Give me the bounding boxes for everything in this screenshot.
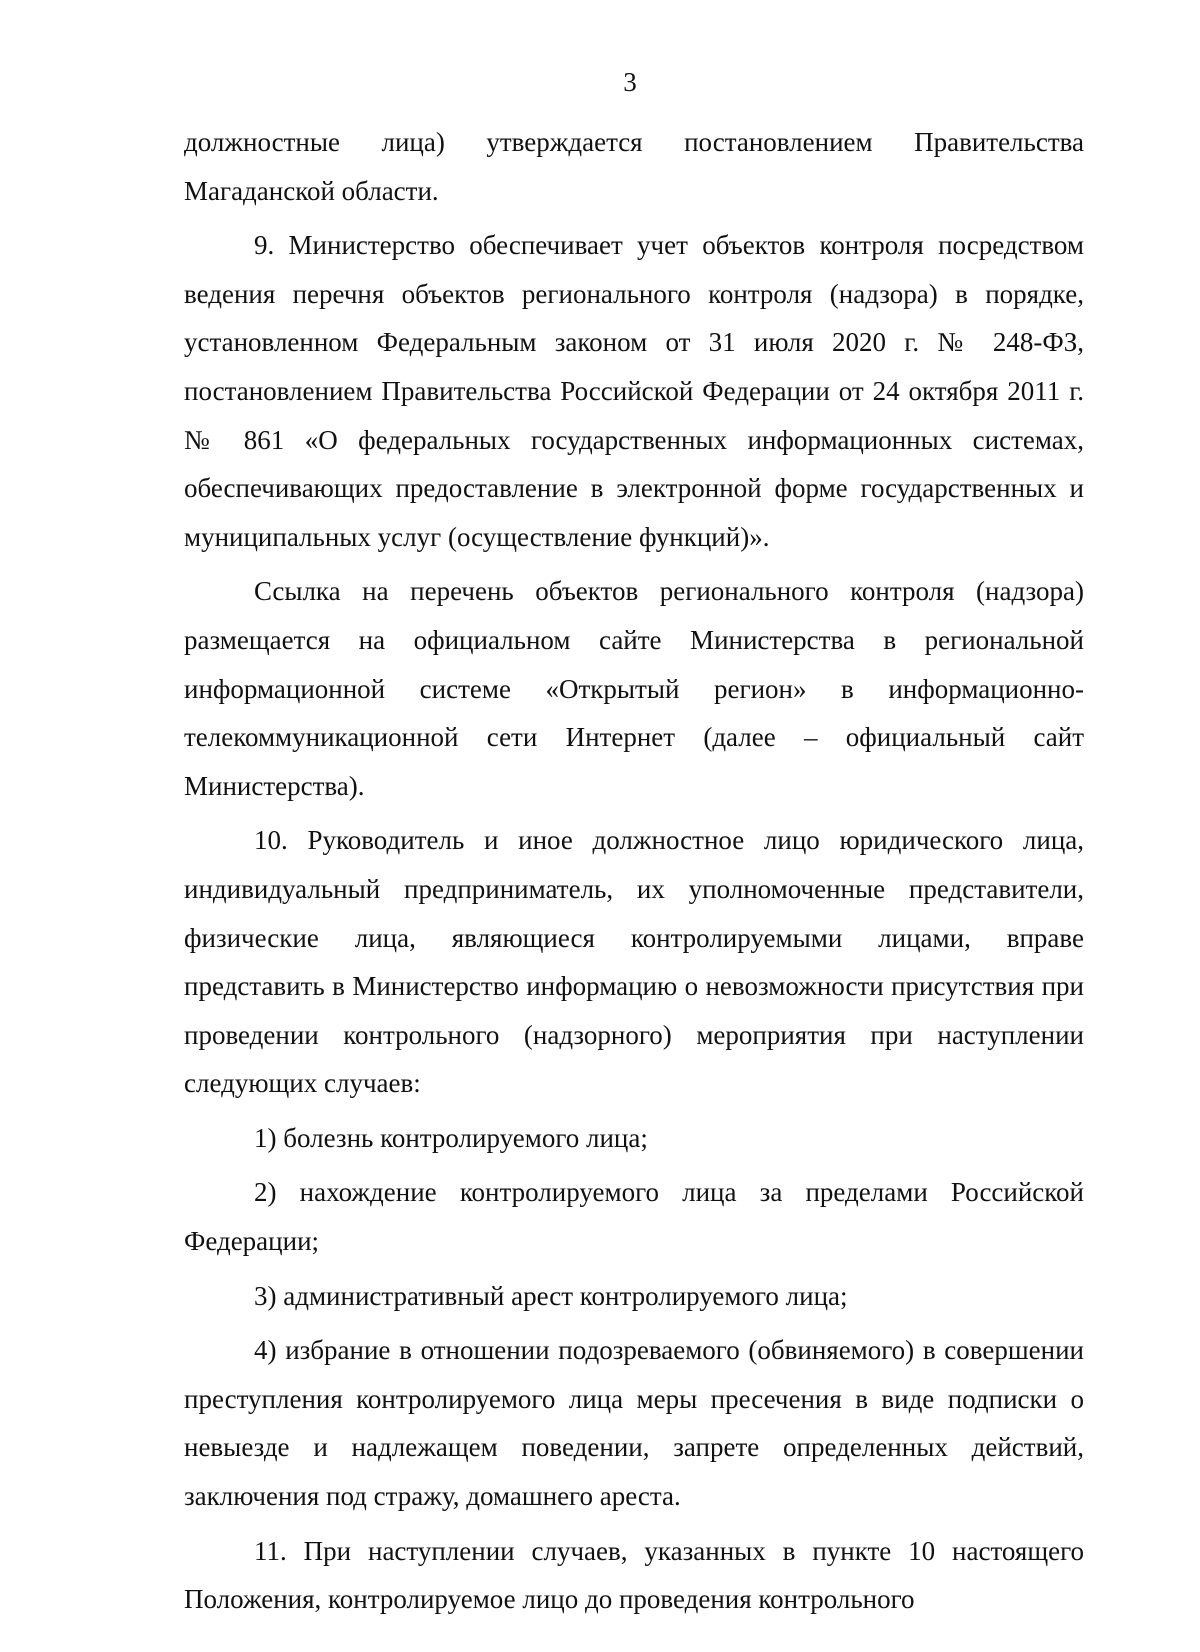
list-item-4: 4) избрание в отношении подозреваемого (обвиняемого) в совершении преступления контролируемого лица меры пресечения в виде подписки о невыезде и надлежащем поведении, запрете определенных действий, заключения под стражу, домашнего ареста. — [184, 1335, 1084, 1512]
paragraph-registry-link: Ссылка на перечень объектов регионального контроля (надзора) размещается на официальном сайте Министерства в региональной информационной системе «Открытый регион» в информационно-телекоммуникационной сети Интернет (далее – официальный сайт Министерства). — [184, 576, 1084, 801]
page-number: 3 — [623, 67, 637, 97]
paragraph-item-9: 9. Министерство обеспечивает учет объектов контроля посредством ведения перечня объектов регионального контроля (надзора) в порядке, установленном Федеральным законом от 31 июля 2020 г. № 248-ФЗ, постановлением Правительства Российской Федерации от 24 октября 2011 г. № 861 «О федеральных государственных информационных системах, обеспечивающих предоставление в электронной форме государственных и муниципальных услуг (осуществление функций)». — [184, 230, 1084, 552]
document-body — [184, 118, 1084, 1624]
list-item-2: 2) нахождение контролируемого лица за пределами Российской Федерации; — [184, 1177, 1084, 1257]
paragraph-continuation: должностные лица) утверждается постановлением Правительства Магаданской области. — [184, 127, 1084, 206]
list-item-3: 3) административный арест контролируемого лица; — [254, 1280, 848, 1311]
list-item-1: 1) болезнь контролируемого лица; — [254, 1122, 648, 1153]
paragraph-item-11: 11. При наступлении случаев, указанных в пункте 10 настоящего Положения, контролируемое лицо до проведения контрольного — [184, 1535, 1084, 1615]
paragraph-item-10: 10. Руководитель и иное должностное лицо юридического лица, индивидуальный предприниматель, их уполномоченные представители, физические лица, являющиеся контролируемыми лицами, вправе представить в Министерство информацию о невозможности присутствия при проведении контрольного (надзорного) мероприятия при наступлении следующих случаев: — [184, 825, 1084, 1099]
